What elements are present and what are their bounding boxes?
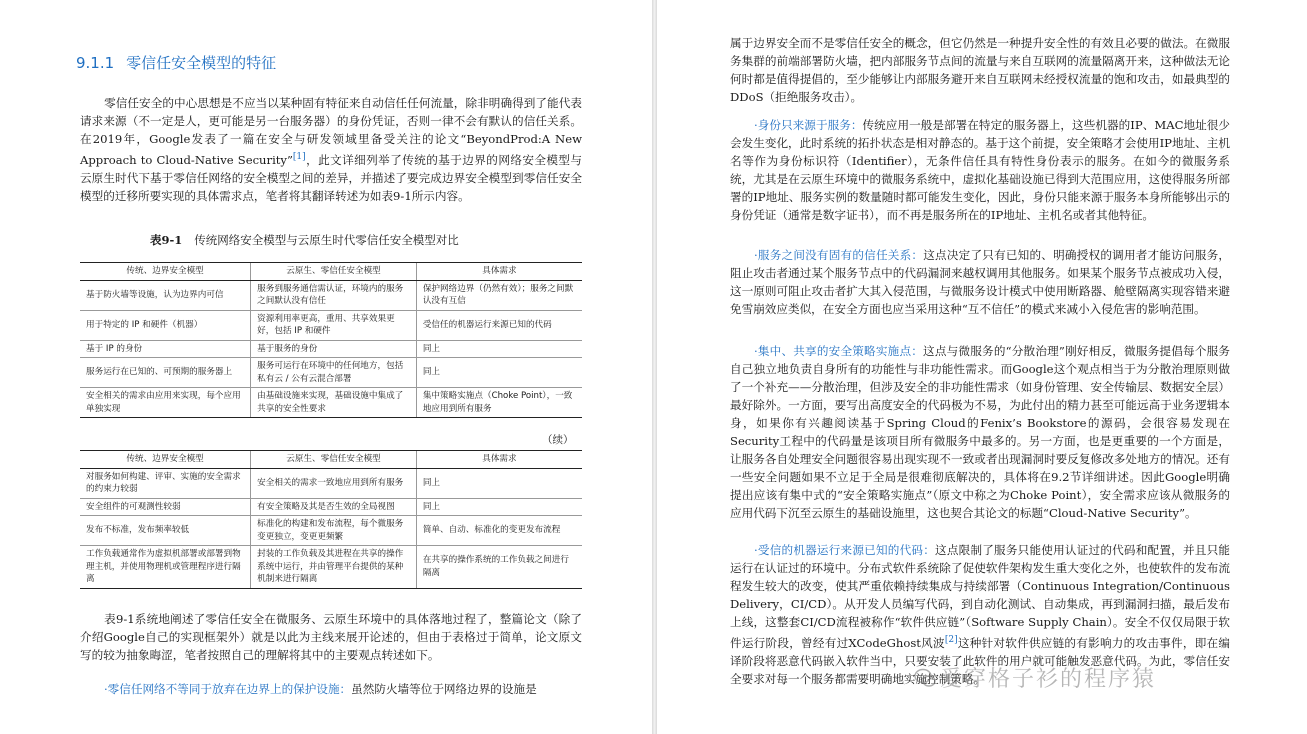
- table-row: [80, 388, 582, 418]
- table-cell: 由基础设施来实现，基础设施中集成了共享的安全性要求: [251, 388, 417, 418]
- bullet-identity-from-service: [730, 116, 1230, 224]
- table-caption-label: 表9-1: [150, 233, 183, 247]
- bullet-text: 虽然防火墙等位于网络边界的设施是: [351, 682, 537, 696]
- bullet-heading: ·身份只来源于服务：: [754, 118, 863, 132]
- table-row: [80, 468, 582, 498]
- intro-text-continued: ，此文详细列举了传统的基于边界的网络安全模型与云原生时代下基于零信任网络的安全模型之间的差异，并描述了要完成边界安全模型到零信任安全模型的迁移所要实现的具体需求点，笔者将其翻译转述为如表9-1所示内容。: [80, 152, 582, 203]
- table-cell: 工作负载通常作为虚拟机部署或部署到物理主机，并使用物理机或管理程序进行隔离: [80, 546, 251, 589]
- section-heading: [76, 52, 276, 73]
- comparison-table-part1: [80, 262, 582, 418]
- section-number: 9.1.1: [76, 54, 115, 72]
- after-table-text: 表9-1系统地阐述了零信任安全在微服务、云原生环境中的具体落地过程了，整篇论文（除了介绍Google自己的实现框架外）就是以此为主线来展开论述的，但由于表格过于简单，论文原文写的较为抽象晦涩，笔者按照自己的理解将其中的主要观点转述如下。: [80, 612, 582, 662]
- section-title: 零信任安全模型的特征: [126, 54, 277, 72]
- table-header-traditional: 传统、边界安全模型: [80, 263, 251, 281]
- table-cell: 服务到服务通信需认证，环境内的服务之间默认没有信任: [251, 280, 417, 310]
- bullet-text: 这点与微服务的“分散治理”刚好相反，微服务提倡每个服务自己独立地负责自身所有的功能性与非功能性需求。而Google这个观点相当于为分散治理原则做了一个补充——分散治理，但涉及安全的非功能性需求（如身份管理、安全传输层、数据安全层）最好除外。一方面，要写出高度安全的代码极为不易，为此付出的精力甚至可能远高于业务逻辑本身，如果你有兴趣阅读基于Spring Cloud的Fenix’s Bookstore的源码，会很容易发现在Security工程中的代码量是该项目所有微服务中最多的。另一方面，也是更重要的一个方面是，让服务各自处理安全问题很容易出现实现不一致或者出现漏洞时要反复修改多处地方的情况。还有一些安全问题如果不立足于全局是很难彻底解决的，具体将在9.2节详细讲述。因此Google明确提出应该有集中式的“安全策略实施点”（原文中称之为Choke Point），安全需求应该从微服务的应用代码下沉至云原生的基础设施里，这也契合其论文的标题“Cloud-Native Security”。: [730, 344, 1231, 520]
- table-header-cloud-native: 云原生、零信任安全模型: [251, 263, 417, 281]
- table-cell: 同上: [416, 498, 582, 516]
- table-cell: 受信任的机器运行来源已知的代码: [416, 310, 582, 340]
- table-row: [80, 498, 582, 516]
- intro-paragraph: [80, 94, 582, 205]
- table-cell: 安全相关的需求一致地应用到所有服务: [251, 468, 417, 498]
- bullet-text: 这点限制了服务只能使用认证过的代码和配置，并且只能运行在认证过的环境中。分布式软件系统除了促使软件架构发生重大变化之外，也使软件的发布流程发生较大的改变，使其严重依赖持续集成与持续部署（Continuous Integration/Continuous Delivery，CI/CD）。从开发人员编写代码，到自动化测试、自动集成，再到漏洞扫描，最后发布上线，这整套CI/CD流程被称作“软件供应链”（Software Supply Chain）。安全不仅仅局限于软件运行阶段，曾经有过XCodeGhost风波: [730, 543, 1230, 650]
- table-row: [80, 358, 582, 388]
- table-cell: 同上: [416, 468, 582, 498]
- bullet-text: 传统应用一般是部署在特定的服务器上，这些机器的IP、MAC地址很少会发生变化，此时系统的拓扑状态是相对静态的。基于这个前提，安全策略才会使用IP地址、主机名等作为身份标识符（Identifier），无条件信任具有特性身份表示的服务。在如今的微服务系统，尤其是在云原生环境中的微服务系统中，虚拟化基础设施已得到大范围应用，这使得服务所部署的IP地址、服务实例的数量随时都可能发生变化，因此，身份只能来源于服务本身所能够出示的身份凭证（通常是数字证书），而不再是服务所在的IP地址、主机名或者其他特征。: [730, 118, 1231, 222]
- citation-1[interactable]: [1]: [292, 152, 306, 162]
- bullet-heading: ·零信任网络不等同于放弃在边界上的保护设施：: [104, 682, 352, 696]
- comparison-table-part2: [80, 450, 582, 589]
- watermark-text: 爱穿格子衫的程序猿: [940, 667, 1157, 692]
- table-cell: 安全组件的可观测性较弱: [80, 498, 251, 516]
- table-cell: 服务可运行在环境中的任何地方，包括私有云 / 公有云混合部署: [251, 358, 417, 388]
- bullet-text: 这点决定了只有已知的、明确授权的调用者才能访问服务，阻止攻击者通过某个服务节点中的代码漏洞来越权调用其他服务。如果某个服务节点被成功入侵，这一原则可阻止攻击者扩大其入侵范围，与微服务设计模式中使用断路器、舱壁隔离实现容错来避免雪崩效应类似，在安全方面也应当采用这种“互不信任”的模式来减小入侵危害的影响范围。: [730, 248, 1231, 316]
- table-row: [80, 516, 582, 546]
- table-cell: 标准化的构建和发布流程，每个微服务变更独立，变更更频繁: [251, 516, 417, 546]
- table-header-requirement: 具体需求: [416, 451, 582, 469]
- table-header-traditional: 传统、边界安全模型: [80, 451, 251, 469]
- table-row: [80, 340, 582, 358]
- table-cell: 对服务如何构建、评审、实施的安全需求的约束力较弱: [80, 468, 251, 498]
- table-cell: 基于防火墙等设施，认为边界内可信: [80, 280, 251, 310]
- table-continued-label: （续）: [542, 434, 574, 446]
- right-continuation-paragraph: [730, 34, 1230, 106]
- table-row: [80, 546, 582, 589]
- bullet-centralized-policy: [730, 342, 1230, 522]
- table-cell: 封装的工作负载及其进程在共享的操作系统中运行，并由管理平台提供的某种机制来进行隔离: [251, 546, 417, 589]
- table-caption: [150, 232, 459, 248]
- table-header-cloud-native: 云原生、零信任安全模型: [251, 451, 417, 469]
- bullet-boundary-protection: [80, 680, 582, 698]
- citation-2[interactable]: [2]: [944, 635, 958, 645]
- table-cell: 同上: [416, 340, 582, 358]
- table-cell: 服务运行在已知的、可预期的服务器上: [80, 358, 251, 388]
- table-header-requirement: 具体需求: [416, 263, 582, 281]
- table-cell: 基于服务的身份: [251, 340, 417, 358]
- table-cell: 基于 IP 的身份: [80, 340, 251, 358]
- wechat-logo-icon: [914, 668, 936, 688]
- after-table-paragraph: [80, 610, 582, 664]
- intro-text: 零信任安全的中心思想是不应当以某种固有特征来自动信任任何流量，除非明确得到了能代表请求来源（不一定是人，更可能是另一台服务器）的身份凭证，否则一律不会有默认的信任关系。在2019年，Google发表了一篇在安全与研发领域里备受关注的论文“BeyondProd:A New Approach to Cloud-Native Security”: [80, 96, 582, 167]
- table-cell: 简单、自动、标准化的变更发布流程: [416, 516, 582, 546]
- table-row: [80, 280, 582, 310]
- table-cell: 安全相关的需求由应用来实现，每个应用单独实现: [80, 388, 251, 418]
- table-cell: 资源利用率更高，重用、共享效果更好，包括 IP 和硬件: [251, 310, 417, 340]
- bullet-heading: ·集中、共享的安全策略实施点：: [754, 344, 924, 358]
- right-page: [657, 0, 1307, 734]
- table-cell: 保护网络边界（仍然有效）；服务之间默认没有互信: [416, 280, 582, 310]
- table-cell: 用于特定的 IP 和硬件（机器）: [80, 310, 251, 340]
- bullet-text-continued: 这种针对软件供应链的有影响力的攻击事件，即在编译阶段将恶意代码嵌入软件当中，只要安装了此软件的用户就可能触发恶意代码。为此，零信任安全要求对每一个服务都需要明确地实施控制策略。: [730, 635, 1230, 686]
- bullet-heading: ·服务之间没有固有的信任关系：: [754, 248, 924, 262]
- table-cell: 同上: [416, 358, 582, 388]
- left-page: [0, 0, 652, 734]
- bullet-no-inherent-trust: [730, 246, 1230, 318]
- table-cell: 在共享的操作系统的工作负载之间进行隔离: [416, 546, 582, 589]
- table-cell: 集中策略实施点（Choke Point），一致地应用到所有服务: [416, 388, 582, 418]
- table-cell: 有安全策略及其是否生效的全局视图: [251, 498, 417, 516]
- bullet-heading: ·受信的机器运行来源已知的代码：: [754, 543, 936, 557]
- table-cell: 发布不标准，发布频率较低: [80, 516, 251, 546]
- table-caption-text: 传统网络安全模型与云原生时代零信任安全模型对比: [194, 233, 459, 247]
- table-row: [80, 310, 582, 340]
- paragraph-text: 属于边界安全而不是零信任安全的概念，但它仍然是一种提升安全性的有效且必要的做法。在微服务集群的前端部署防火墙，把内部服务节点间的流量与来自互联网的流量隔离开来，这种做法无论何时都是值得提倡的，至少能够让内部服务避开来自互联网未经授权流量的饱和攻击，如最典型的DDoS（拒绝服务攻击）。: [730, 36, 1230, 104]
